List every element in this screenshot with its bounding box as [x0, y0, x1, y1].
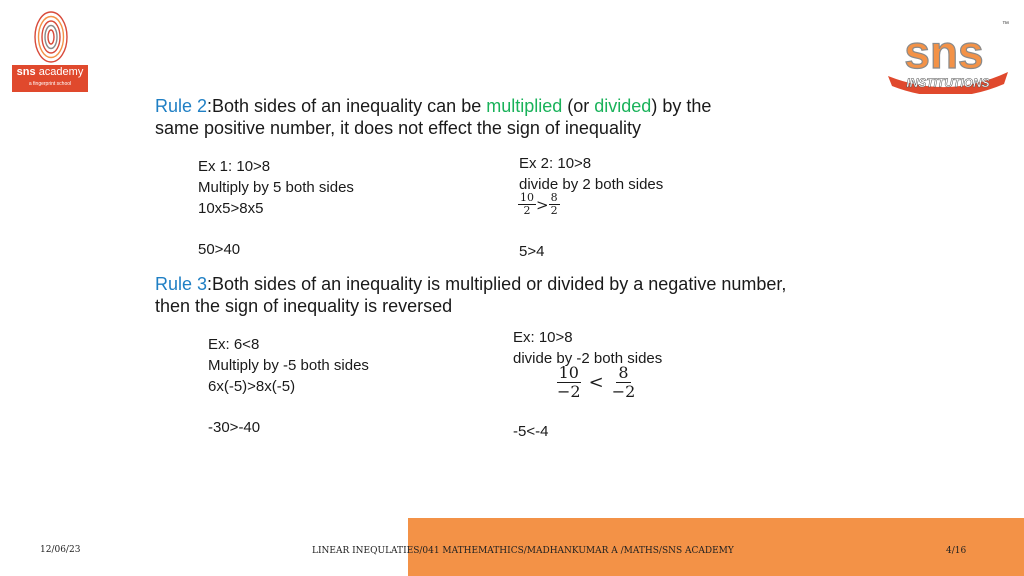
rule-2-part1: :Both sides of an inequality can be	[207, 96, 487, 116]
example-2	[519, 153, 663, 195]
example-1-line-1: Ex 1: 10>8	[198, 158, 271, 175]
rule-3-text	[155, 273, 795, 317]
sns-institutions-logo	[884, 18, 1012, 94]
example-1	[198, 156, 354, 219]
fraction-8-over-minus-2: $\frac{8}{-2}$	[611, 363, 636, 401]
rule-3-body: :Both sides of an inequality is multiplied or divided by a negative number, then the sign of inequality is reversed	[155, 274, 787, 316]
svg-text:™: ™	[1002, 21, 1009, 28]
example-4-result: -5<-4	[513, 423, 549, 440]
example-2-line-1: Ex 2: 10>8	[519, 155, 592, 172]
fraction-10-over-2: $\frac{10}{2}$	[520, 191, 534, 218]
example-3-line-2: Multiply by -5 both sides	[208, 357, 369, 374]
svg-text:sns: sns	[904, 26, 984, 78]
sns-brand-mark	[884, 18, 1012, 94]
word-divided: divided	[594, 96, 652, 116]
fraction-8-over-2: $\frac{8}{2}$	[550, 191, 558, 218]
word-multiplied: multiplied	[486, 96, 563, 116]
example-1-line-3: 10x5>8x5	[198, 200, 264, 217]
example-2-result: 5>4	[519, 243, 545, 260]
example-4	[513, 327, 662, 369]
svg-text:INSTITUTIONS: INSTITUTIONS	[906, 76, 990, 90]
example-1-result: 50>40	[198, 241, 241, 258]
logo-banner: sns academy a fingerprint school	[12, 65, 88, 92]
footer-date: 12/06/23	[40, 545, 81, 555]
rule-2-text	[155, 95, 755, 139]
comparison-sign: <	[588, 371, 604, 393]
example-3-line-1: Ex: 6<8	[208, 336, 260, 353]
fingerprint-icon	[33, 10, 69, 64]
example-3-line-3: 6x(-5)>8x(-5)	[208, 378, 296, 395]
example-4-line-2: divide by -2 both sides	[513, 350, 663, 367]
rule-2-part2: (or	[562, 96, 595, 116]
footer-course-info: LINEAR INEQULATIES/041 MATHEMATHICS/MADHANKUMAR A /MATHS/SNS ACADEMY	[312, 546, 734, 556]
example-1-line-2: Multiply by 5 both sides	[198, 179, 354, 196]
fraction-10-over-minus-2: $\frac{10}{-2}$	[557, 363, 581, 401]
rule-2-part3: ) by the same positive number, it does not effect the sign of inequality	[155, 96, 712, 138]
rule-3-label: Rule 3	[155, 274, 208, 294]
example-4-fraction	[555, 364, 637, 401]
example-2-line-2: divide by 2 both sides	[519, 176, 664, 193]
example-3	[208, 334, 369, 397]
footer-page-number: 4/16	[946, 546, 967, 556]
rule-2-label: Rule 2	[155, 96, 208, 116]
example-3-result: -30>-40	[208, 419, 261, 436]
example-4-line-1: Ex: 10>8	[513, 329, 573, 346]
sns-academy-logo	[12, 10, 90, 92]
example-2-fraction	[518, 192, 560, 218]
comparison-sign: >	[536, 195, 549, 214]
